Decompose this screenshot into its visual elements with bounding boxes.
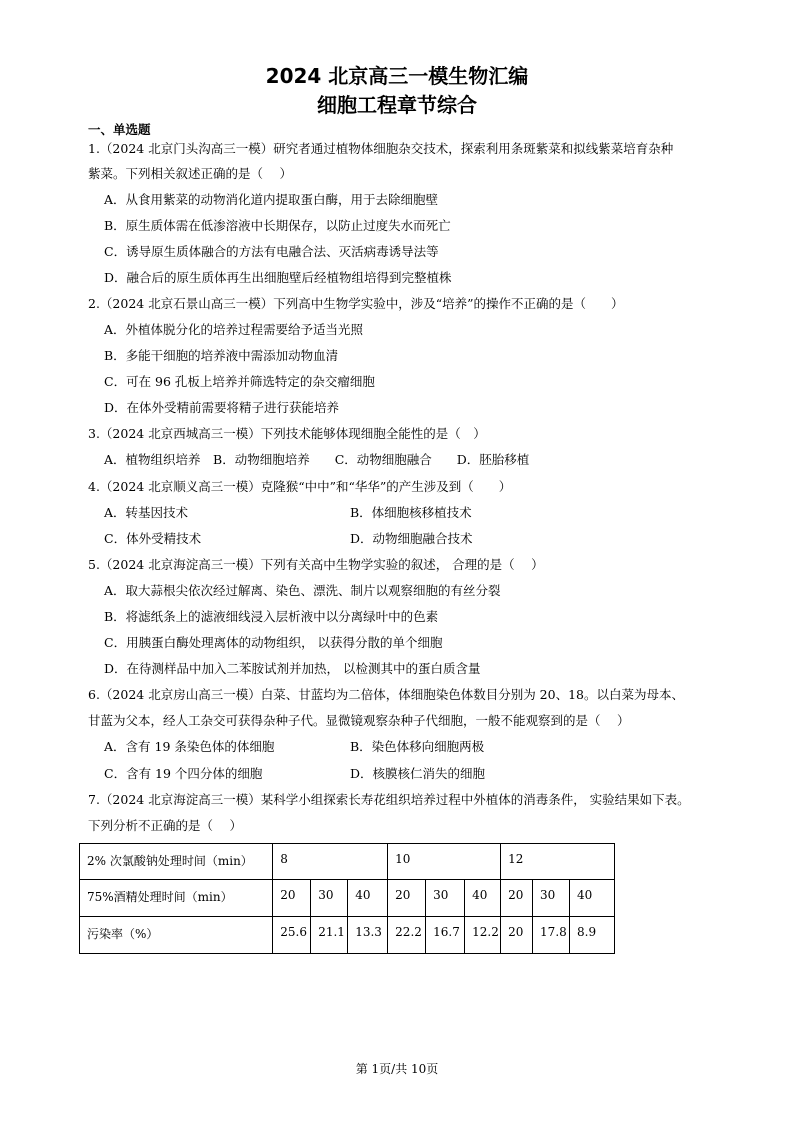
question-4-option-a: A．转基因技术 bbox=[104, 505, 189, 520]
question-4-option-c: C．体外受精技术 bbox=[104, 531, 202, 546]
table-cell: 30 bbox=[311, 880, 348, 917]
question-6-stem: 6.（2024 北京房山高三一模）白菜、甘蓝均为二倍体，体细胞染色体数目分别为 20、18。以白菜为母本、 bbox=[88, 687, 684, 702]
question-7-stem: 7.（2024 北京海淀高三一模）某科学小组探索长寿花组织培养过程中外植体的消毒条件， 实验结果如下表。 bbox=[88, 792, 690, 807]
table-header-cell: 污染率（%） bbox=[80, 917, 273, 954]
question-2-option-a: A．外植体脱分化的培养过程需要给予适当光照 bbox=[104, 322, 364, 337]
question-4-option-b: B．体细胞核移植技术 bbox=[350, 505, 472, 520]
question-6-stem-cont: 甘蓝为父本，经人工杂交可获得杂种子代。显微镜观察杂种子代细胞，一般不能观察到的是（ ） bbox=[88, 713, 630, 728]
table-cell: 20 bbox=[501, 917, 533, 954]
question-6-option-b: B．染色体移向细胞两极 bbox=[350, 739, 485, 754]
question-6-option-a: A．含有 19 条染色体的体细胞 bbox=[104, 739, 275, 754]
page-footer: 第 1页/共 10页 bbox=[355, 1062, 439, 1076]
table-row bbox=[80, 917, 615, 954]
table-cell: 8 bbox=[273, 844, 388, 880]
question-5-option-b: B．将滤纸条上的滤液细线浸入层析液中以分离绿叶中的色素 bbox=[104, 609, 439, 624]
table-cell: 20 bbox=[388, 880, 426, 917]
question-1-option-b: B．原生质体需在低渗溶液中长期保存，以防止过度失水而死亡 bbox=[104, 218, 451, 233]
table-cell: 16.7 bbox=[426, 917, 465, 954]
table-cell: 8.9 bbox=[570, 917, 615, 954]
table-cell: 22.2 bbox=[388, 917, 426, 954]
question-5-option-a: A．取大蒜根尖依次经过解离、染色、漂洗、制片以观察细胞的有丝分裂 bbox=[104, 583, 501, 598]
question-1-stem-cont: 紫菜。下列相关叙述正确的是（ ） bbox=[88, 166, 292, 181]
table-cell: 40 bbox=[465, 880, 501, 917]
question-6-option-c: C．含有 19 个四分体的细胞 bbox=[104, 766, 263, 781]
table-cell: 30 bbox=[426, 880, 465, 917]
question-6-option-d: D．核膜核仁消失的细胞 bbox=[350, 766, 486, 781]
question-1-option-c: C．诱导原生质体融合的方法有电融合法、灭活病毒诱导法等 bbox=[104, 244, 439, 259]
table-cell: 13.3 bbox=[348, 917, 388, 954]
question-4-option-d: D．动物细胞融合技术 bbox=[350, 531, 473, 546]
question-1-option-d: D．融合后的原生质体再生出细胞壁后经植物组培得到完整植株 bbox=[104, 270, 452, 285]
document-title: 2024 北京高三一模生物汇编 bbox=[265, 64, 529, 88]
question-2-option-b: B．多能干细胞的培养液中需添加动物血清 bbox=[104, 348, 339, 363]
table-cell: 20 bbox=[273, 880, 311, 917]
question-3-options: A．植物组织培养 B．动物细胞培养 C．动物细胞融合 D．胚胎移植 bbox=[104, 452, 530, 467]
table-cell: 30 bbox=[533, 880, 570, 917]
table-row bbox=[80, 880, 615, 917]
table-cell: 40 bbox=[348, 880, 388, 917]
table-cell: 20 bbox=[501, 880, 533, 917]
question-1-stem: 1.（2024 北京门头沟高三一模）研究者通过植物体细胞杂交技术，探索利用条斑紫菜和拟线紫菜培育杂种 bbox=[88, 141, 674, 156]
question-1-option-a: A．从食用紫菜的动物消化道内提取蛋白酶，用于去除细胞壁 bbox=[104, 192, 439, 207]
table-cell: 12.2 bbox=[465, 917, 501, 954]
section-heading: 一、单选题 bbox=[88, 122, 151, 137]
document-subtitle: 细胞工程章节综合 bbox=[317, 93, 477, 117]
table-cell: 21.1 bbox=[311, 917, 348, 954]
question-2-option-c: C．可在 96 孔板上培养并筛选特定的杂交瘤细胞 bbox=[104, 374, 375, 389]
question-5-stem: 5.（2024 北京海淀高三一模）下列有关高中生物学实验的叙述， 合理的是（ ） bbox=[88, 557, 544, 572]
question-3-stem: 3.（2024 北京西城高三一模）下列技术能够体现细胞全能性的是（ ） bbox=[88, 426, 486, 441]
table-cell: 25.6 bbox=[273, 917, 311, 954]
experiment-table bbox=[79, 843, 615, 954]
table-cell: 17.8 bbox=[533, 917, 570, 954]
table-header-cell: 75%酒精处理时间（min） bbox=[80, 880, 273, 917]
question-5-option-c: C．用胰蛋白酶处理离体的动物组织， 以获得分散的单个细胞 bbox=[104, 635, 443, 650]
table-cell: 12 bbox=[501, 844, 615, 880]
table-cell: 10 bbox=[388, 844, 501, 880]
table-header-cell: 2% 次氯酸钠处理时间（min） bbox=[80, 844, 273, 880]
question-4-stem: 4.（2024 北京顺义高三一模）克隆猴“中中”和“华华”的产生涉及到（ ） bbox=[88, 479, 512, 494]
question-5-option-d: D．在待测样品中加入二苯胺试剂并加热， 以检测其中的蛋白质含量 bbox=[104, 661, 481, 676]
question-7-stem-cont: 下列分析不正确的是（ ） bbox=[88, 818, 242, 833]
question-2-option-d: D．在体外受精前需要将精子进行获能培养 bbox=[104, 400, 340, 415]
question-2-stem: 2.（2024 北京石景山高三一模）下列高中生物学实验中，涉及“培养”的操作不正确的是（ ） bbox=[88, 296, 624, 311]
table-cell: 40 bbox=[570, 880, 615, 917]
table-row bbox=[80, 844, 615, 880]
